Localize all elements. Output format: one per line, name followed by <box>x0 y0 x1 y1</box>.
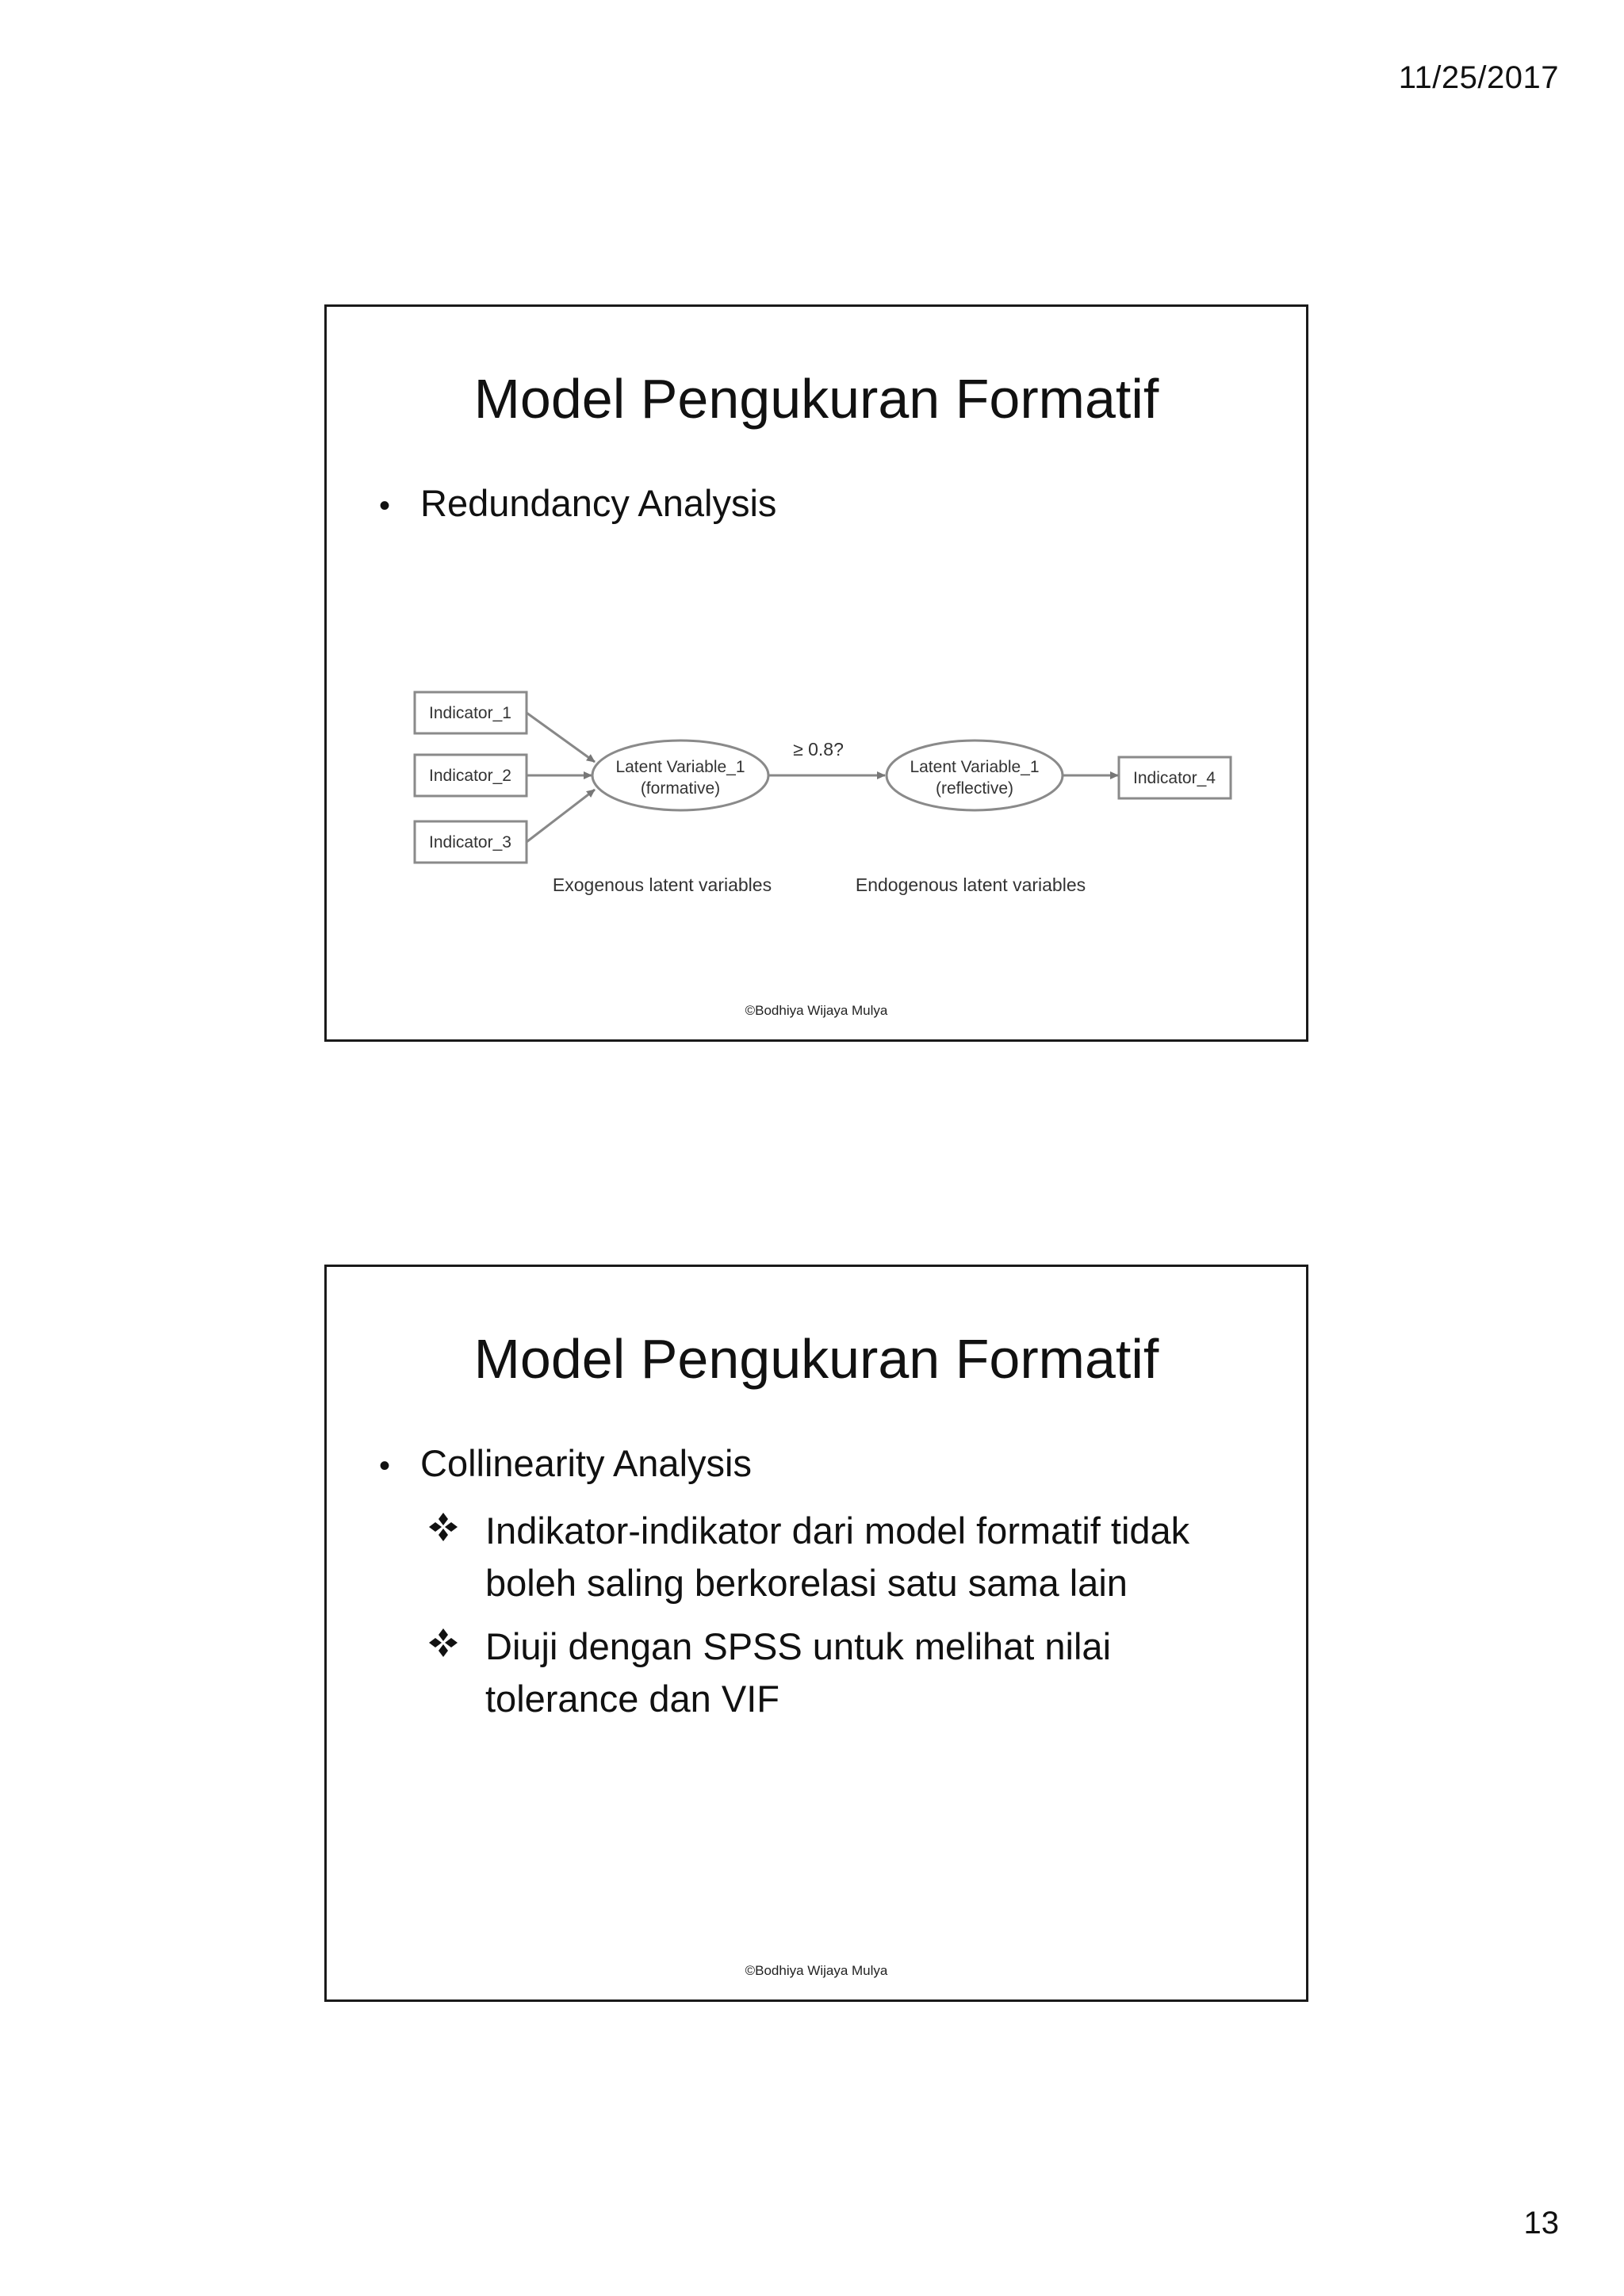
indicator-1-label: Indicator_1 <box>429 704 511 722</box>
latent-variable-formative <box>592 740 768 810</box>
arrow-indicator-3 <box>527 790 595 842</box>
latent-reflective-name: Latent Variable_1 <box>910 758 1040 776</box>
page-number: 13 <box>1523 2206 1559 2241</box>
threshold-label: ≥ 0.8? <box>793 739 844 760</box>
indicator-4-box <box>1119 757 1231 798</box>
slide-footer: ©Bodhiya Wijaya Mulya <box>745 1003 888 1018</box>
redundancy-analysis-diagram <box>406 683 1231 905</box>
indicator-3-label: Indicator_3 <box>429 833 511 851</box>
bullet-dot-icon: • <box>379 488 391 523</box>
indicator-2-label: Indicator_2 <box>429 767 511 785</box>
bullet-text: Collinearity Analysis <box>420 1442 752 1484</box>
slide-footer: ©Bodhiya Wijaya Mulya <box>745 1963 888 1978</box>
sub-bullet-text: Indikator-indikator dari model formatif tidak boleh saling berkorelasi satu sama lain <box>485 1510 1190 1604</box>
bullet-item <box>379 1441 752 1486</box>
arrow-indicator-1 <box>527 713 595 762</box>
four-diamond-bullet-icon <box>424 1508 462 1546</box>
latent-variable-reflective <box>887 740 1063 810</box>
indicator-4-label: Indicator_4 <box>1133 769 1216 787</box>
bullet-dot-icon: • <box>379 1448 391 1483</box>
sub-bullet-list <box>424 1505 1265 1736</box>
diagram-svg <box>406 683 1231 905</box>
latent-reflective-type: (reflective) <box>935 779 1014 798</box>
exogenous-label: Exogenous latent variables <box>552 874 772 895</box>
bullet-item <box>379 481 776 526</box>
slide-title: Model Pengukuran Formatif <box>473 1328 1159 1390</box>
slide-redundancy-analysis <box>324 304 1308 1042</box>
slide-collinearity-analysis <box>324 1265 1308 2002</box>
sub-bullet-item <box>424 1621 1265 1725</box>
sub-bullet-item <box>424 1505 1265 1609</box>
four-diamond-bullet-icon <box>424 1624 462 1662</box>
endogenous-label: Endogenous latent variables <box>855 874 1086 895</box>
indicator-1-box <box>415 692 527 733</box>
indicator-2-box <box>415 755 527 796</box>
bullet-text: Redundancy Analysis <box>420 482 777 524</box>
indicator-3-box <box>415 821 527 863</box>
slide-title: Model Pengukuran Formatif <box>473 368 1159 430</box>
page-date: 11/25/2017 <box>1398 60 1559 95</box>
latent-formative-name: Latent Variable_1 <box>615 758 745 776</box>
sub-bullet-text: Diuji dengan SPSS untuk melihat nilai tolerance dan VIF <box>485 1625 1112 1720</box>
latent-formative-type: (formative) <box>640 779 721 798</box>
